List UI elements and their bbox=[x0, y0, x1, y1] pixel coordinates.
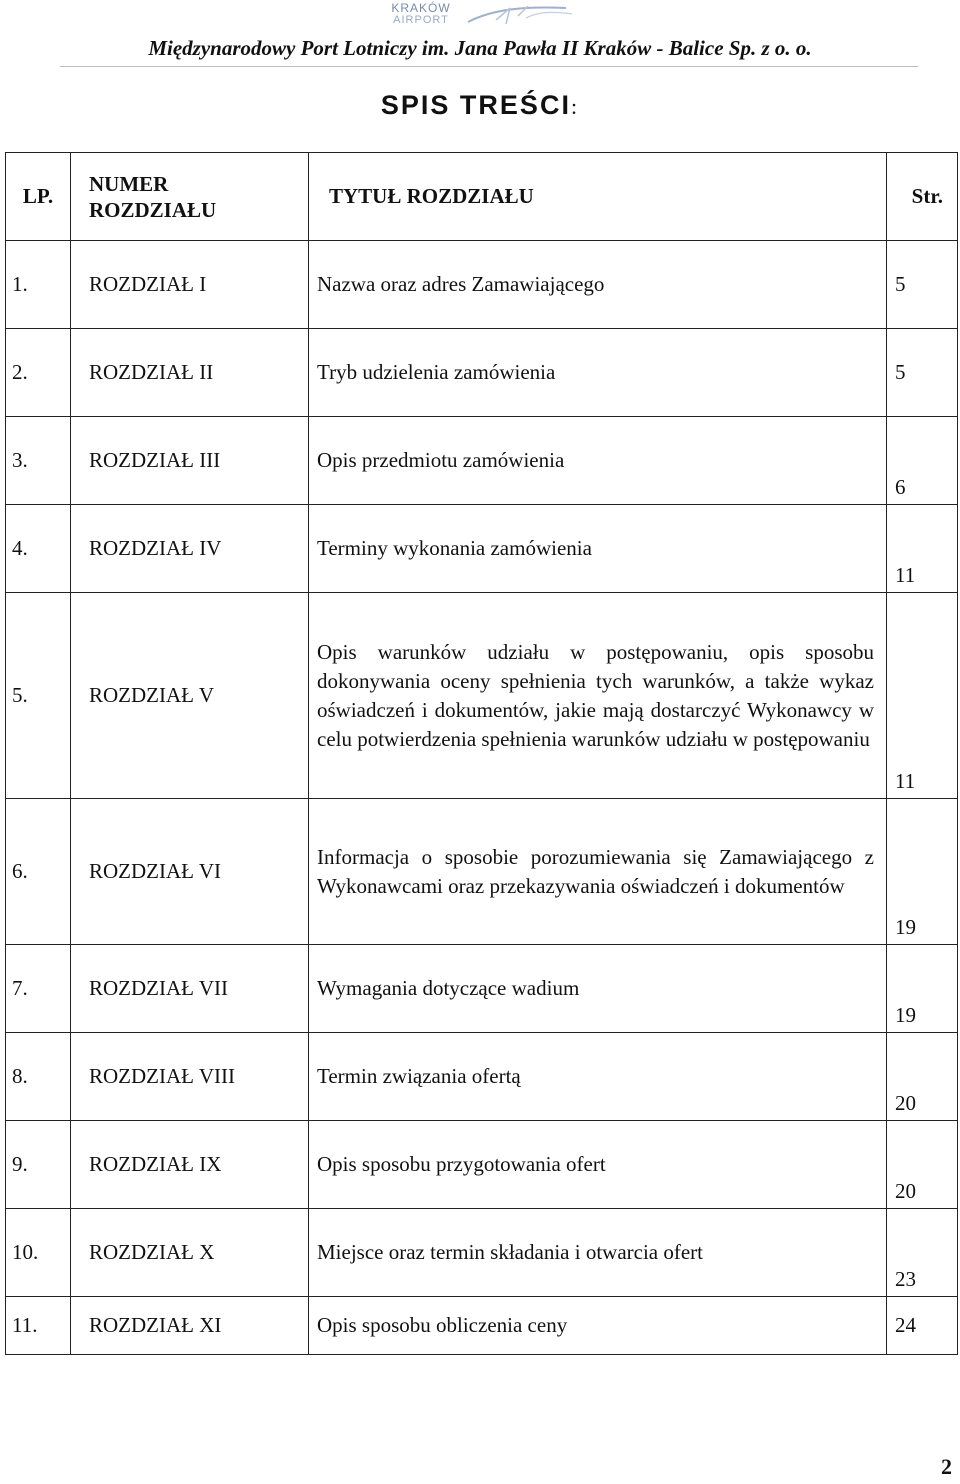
row-page: 19 bbox=[887, 799, 958, 945]
table-row bbox=[6, 1033, 958, 1121]
airport-logo bbox=[370, 2, 590, 34]
row-number: ROZDZIAŁ VI bbox=[71, 799, 309, 945]
row-title: Opis sposobu obliczenia ceny bbox=[309, 1297, 887, 1355]
company-name: Międzynarodowy Port Lotniczy im. Jana Pawła II Kraków - Balice Sp. z o. o. bbox=[148, 36, 812, 60]
row-number: ROZDZIAŁ XI bbox=[71, 1297, 309, 1355]
row-page: 5 bbox=[887, 241, 958, 329]
logo-swoosh-icon bbox=[466, 2, 576, 32]
table-row bbox=[6, 799, 958, 945]
row-page: 11 bbox=[887, 505, 958, 593]
row-title: Terminy wykonania zamówienia bbox=[309, 505, 887, 593]
table-row bbox=[6, 329, 958, 417]
row-number: ROZDZIAŁ X bbox=[71, 1209, 309, 1297]
header-number-line-1: NUMER bbox=[89, 171, 169, 196]
table-header-row bbox=[6, 153, 958, 241]
row-number: ROZDZIAŁ III bbox=[71, 417, 309, 505]
row-lp: 9. bbox=[6, 1121, 71, 1209]
table-row bbox=[6, 505, 958, 593]
logo-text bbox=[376, 2, 466, 26]
row-page: 5 bbox=[887, 329, 958, 417]
logo-line-2: AIRPORT bbox=[393, 14, 449, 26]
row-title: Miejsce oraz termin składania i otwarcia ofert bbox=[309, 1209, 887, 1297]
row-number: ROZDZIAŁ IX bbox=[71, 1121, 309, 1209]
row-title: Opis warunków udziału w postępowaniu, opis sposobu dokonywania oceny spełnienia tych warunków, a także wykaz oświadczeń i dokumentów, jakie mają dostarczyć Wykonawcy w celu potwierdzenia spełnienia warunków udziału w postępowaniu bbox=[309, 593, 887, 799]
table-row bbox=[6, 593, 958, 799]
row-lp: 6. bbox=[6, 799, 71, 945]
row-lp: 8. bbox=[6, 1033, 71, 1121]
row-page: 20 bbox=[887, 1121, 958, 1209]
table-row bbox=[6, 1297, 958, 1355]
table-row bbox=[6, 945, 958, 1033]
row-lp: 11. bbox=[6, 1297, 71, 1355]
row-lp: 1. bbox=[6, 241, 71, 329]
header-page: Str. bbox=[887, 153, 958, 241]
row-title: Opis sposobu przygotowania ofert bbox=[309, 1121, 887, 1209]
table-row bbox=[6, 1209, 958, 1297]
row-number: ROZDZIAŁ IV bbox=[71, 505, 309, 593]
header-number bbox=[71, 153, 309, 241]
row-page: 6 bbox=[887, 417, 958, 505]
row-page: 19 bbox=[887, 945, 958, 1033]
row-number: ROZDZIAŁ VII bbox=[71, 945, 309, 1033]
row-title: Opis przedmiotu zamówienia bbox=[309, 417, 887, 505]
row-number: ROZDZIAŁ VIII bbox=[71, 1033, 309, 1121]
row-page: 11 bbox=[887, 593, 958, 799]
title-colon: : bbox=[570, 94, 580, 119]
row-number: ROZDZIAŁ I bbox=[71, 241, 309, 329]
table-row bbox=[6, 417, 958, 505]
row-title: Wymagania dotyczące wadium bbox=[309, 945, 887, 1033]
row-lp: 2. bbox=[6, 329, 71, 417]
table-row bbox=[6, 241, 958, 329]
row-number: ROZDZIAŁ II bbox=[71, 329, 309, 417]
page-number: 2 bbox=[941, 1454, 952, 1479]
row-title: Informacja o sposobie porozumiewania się Zamawiającego z Wykonawcami oraz przekazywania oświadczeń i dokumentów bbox=[309, 799, 887, 945]
header-lp: LP. bbox=[6, 153, 71, 241]
row-page: 23 bbox=[887, 1209, 958, 1297]
row-title: Termin związania ofertą bbox=[309, 1033, 887, 1121]
header-divider bbox=[60, 66, 918, 67]
title-text: SPIS TREŚCI bbox=[380, 90, 571, 120]
header-title: TYTUŁ ROZDZIAŁU bbox=[309, 153, 887, 241]
row-lp: 10. bbox=[6, 1209, 71, 1297]
document-title bbox=[0, 90, 960, 121]
row-lp: 7. bbox=[6, 945, 71, 1033]
row-number: ROZDZIAŁ V bbox=[71, 593, 309, 799]
row-lp: 3. bbox=[6, 417, 71, 505]
row-title: Nazwa oraz adres Zamawiającego bbox=[309, 241, 887, 329]
row-lp: 5. bbox=[6, 593, 71, 799]
row-lp: 4. bbox=[6, 505, 71, 593]
table-of-contents bbox=[5, 152, 958, 1355]
logo-line-1: KRAKÓW bbox=[391, 1, 451, 15]
row-page: 20 bbox=[887, 1033, 958, 1121]
row-title: Tryb udzielenia zamówienia bbox=[309, 329, 887, 417]
table-row bbox=[6, 1121, 958, 1209]
header-number-line-2: ROZDZIAŁU bbox=[89, 197, 217, 222]
row-page: 24 bbox=[887, 1297, 958, 1355]
